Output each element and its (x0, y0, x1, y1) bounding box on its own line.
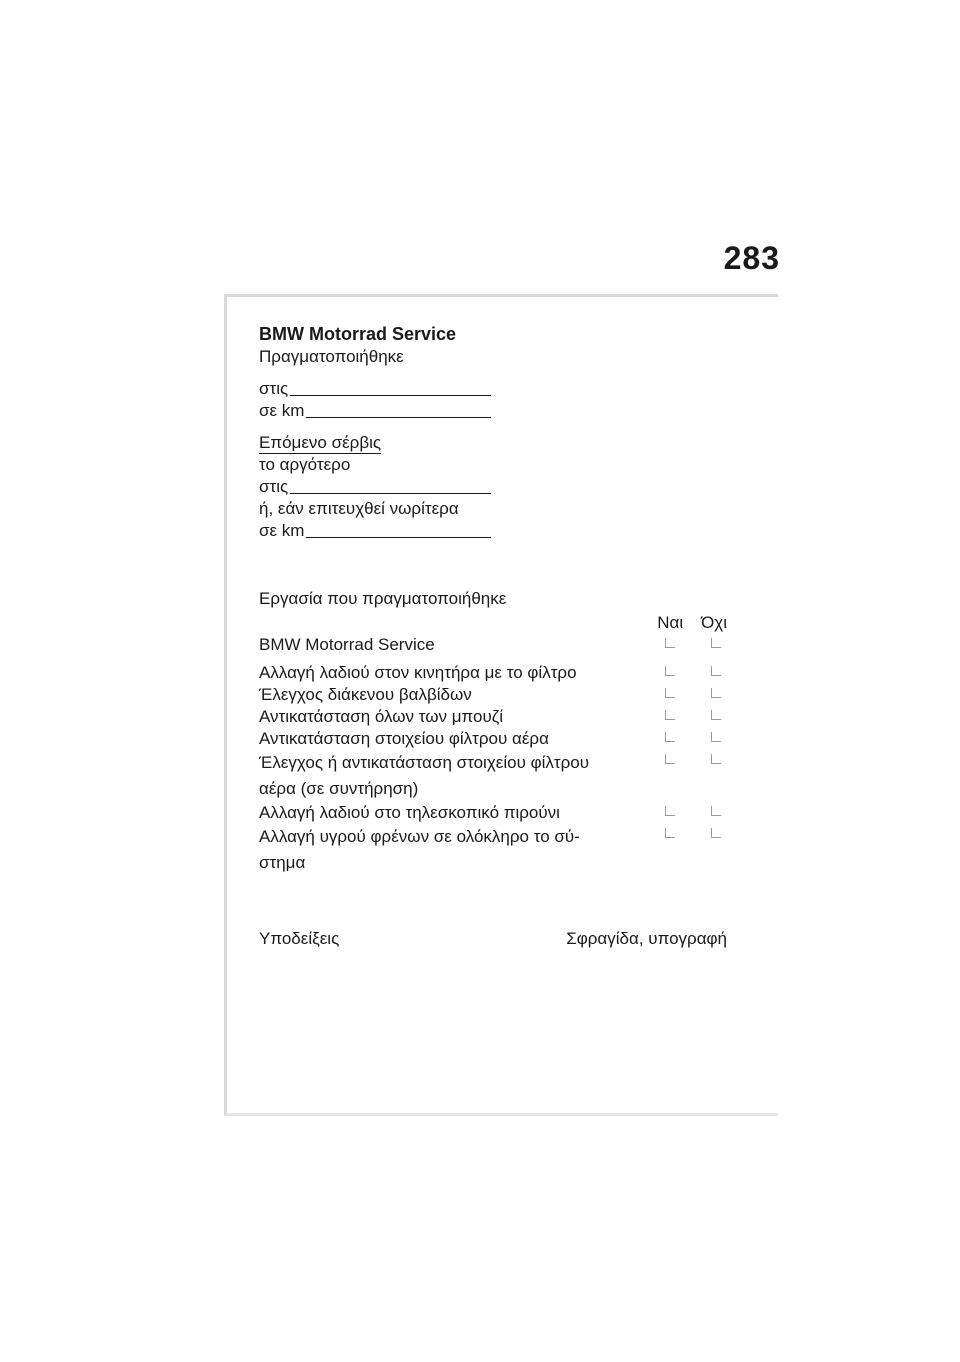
yes-checkbox[interactable] (665, 732, 675, 742)
task-label: Αντικατάσταση στοιχείου φίλτρου αέρα (259, 729, 549, 748)
yes-checkbox[interactable] (665, 806, 675, 816)
no-checkbox[interactable] (711, 732, 721, 742)
yes-checkbox[interactable] (665, 754, 675, 764)
task-label: Έλεγχος διάκενου βαλβίδων (259, 685, 472, 704)
notes-label: Υποδείξεις (259, 929, 340, 948)
task-label: BMW Motorrad Service (259, 635, 435, 654)
no-checkbox[interactable] (711, 688, 721, 698)
performed-date-line (290, 395, 491, 396)
yes-checkbox[interactable] (665, 688, 675, 698)
yes-checkbox[interactable] (665, 638, 675, 648)
task-row (259, 706, 729, 728)
next-service-label: Επόμενο σέρβις (259, 433, 382, 452)
task-row (259, 728, 729, 750)
performed-label: Πραγματοποιήθηκε (259, 347, 404, 366)
performed-km-label: σε km (259, 401, 305, 420)
task-label: Αλλαγή υγρού φρένων σε ολόκληρο το σύ- στημα (259, 827, 580, 872)
task-label: Αλλαγή λαδιού στον κινητήρα με το φίλτρο (259, 663, 577, 682)
task-row (259, 802, 729, 824)
footer-row (259, 928, 729, 950)
performed-date-label: στις (259, 379, 289, 398)
yes-checkbox[interactable] (665, 828, 675, 838)
task-row (259, 634, 729, 656)
no-checkbox[interactable] (711, 666, 721, 676)
no-column-label: Όχι (701, 613, 727, 632)
task-row (259, 750, 729, 802)
no-checkbox[interactable] (711, 710, 721, 720)
performed-km-field[interactable] (259, 400, 491, 422)
yes-checkbox[interactable] (665, 710, 675, 720)
latest-label: το αργότερο (259, 455, 351, 474)
yes-checkbox[interactable] (665, 666, 675, 676)
service-record (259, 322, 729, 950)
no-checkbox[interactable] (711, 806, 721, 816)
work-column-headers (259, 612, 729, 634)
no-checkbox[interactable] (711, 754, 721, 764)
performed-km-line (306, 417, 491, 418)
next-date-field[interactable] (259, 476, 491, 498)
no-checkbox[interactable] (711, 828, 721, 838)
task-row (259, 662, 729, 684)
next-km-line (306, 537, 491, 538)
or-earlier-label: ή, εάν επιτευχθεί νωρίτερα (259, 499, 459, 518)
task-row (259, 824, 729, 876)
next-date-line (290, 493, 491, 494)
next-date-label: στις (259, 477, 289, 496)
no-checkbox[interactable] (711, 638, 721, 648)
task-label: Αλλαγή λαδιού στο τηλεσκοπικό πιρούνι (259, 803, 560, 822)
next-km-field[interactable] (259, 520, 491, 542)
stamp-signature-label: Σφραγίδα, υπογραφή (566, 929, 727, 948)
page-number: 283 (723, 240, 780, 276)
task-label: Αντικατάσταση όλων των μπουζί (259, 707, 504, 726)
next-km-label: σε km (259, 521, 305, 540)
work-heading: Εργασία που πραγματοποιήθηκε (259, 589, 507, 608)
yes-column-label: Ναι (657, 613, 684, 632)
performed-date-field[interactable] (259, 378, 491, 400)
task-row (259, 684, 729, 706)
task-label: Έλεγχος ή αντικατάσταση στοιχείου φίλτρου αέρα (σε συντήρηση) (259, 753, 590, 798)
service-title: BMW Motorrad Service (259, 324, 457, 344)
